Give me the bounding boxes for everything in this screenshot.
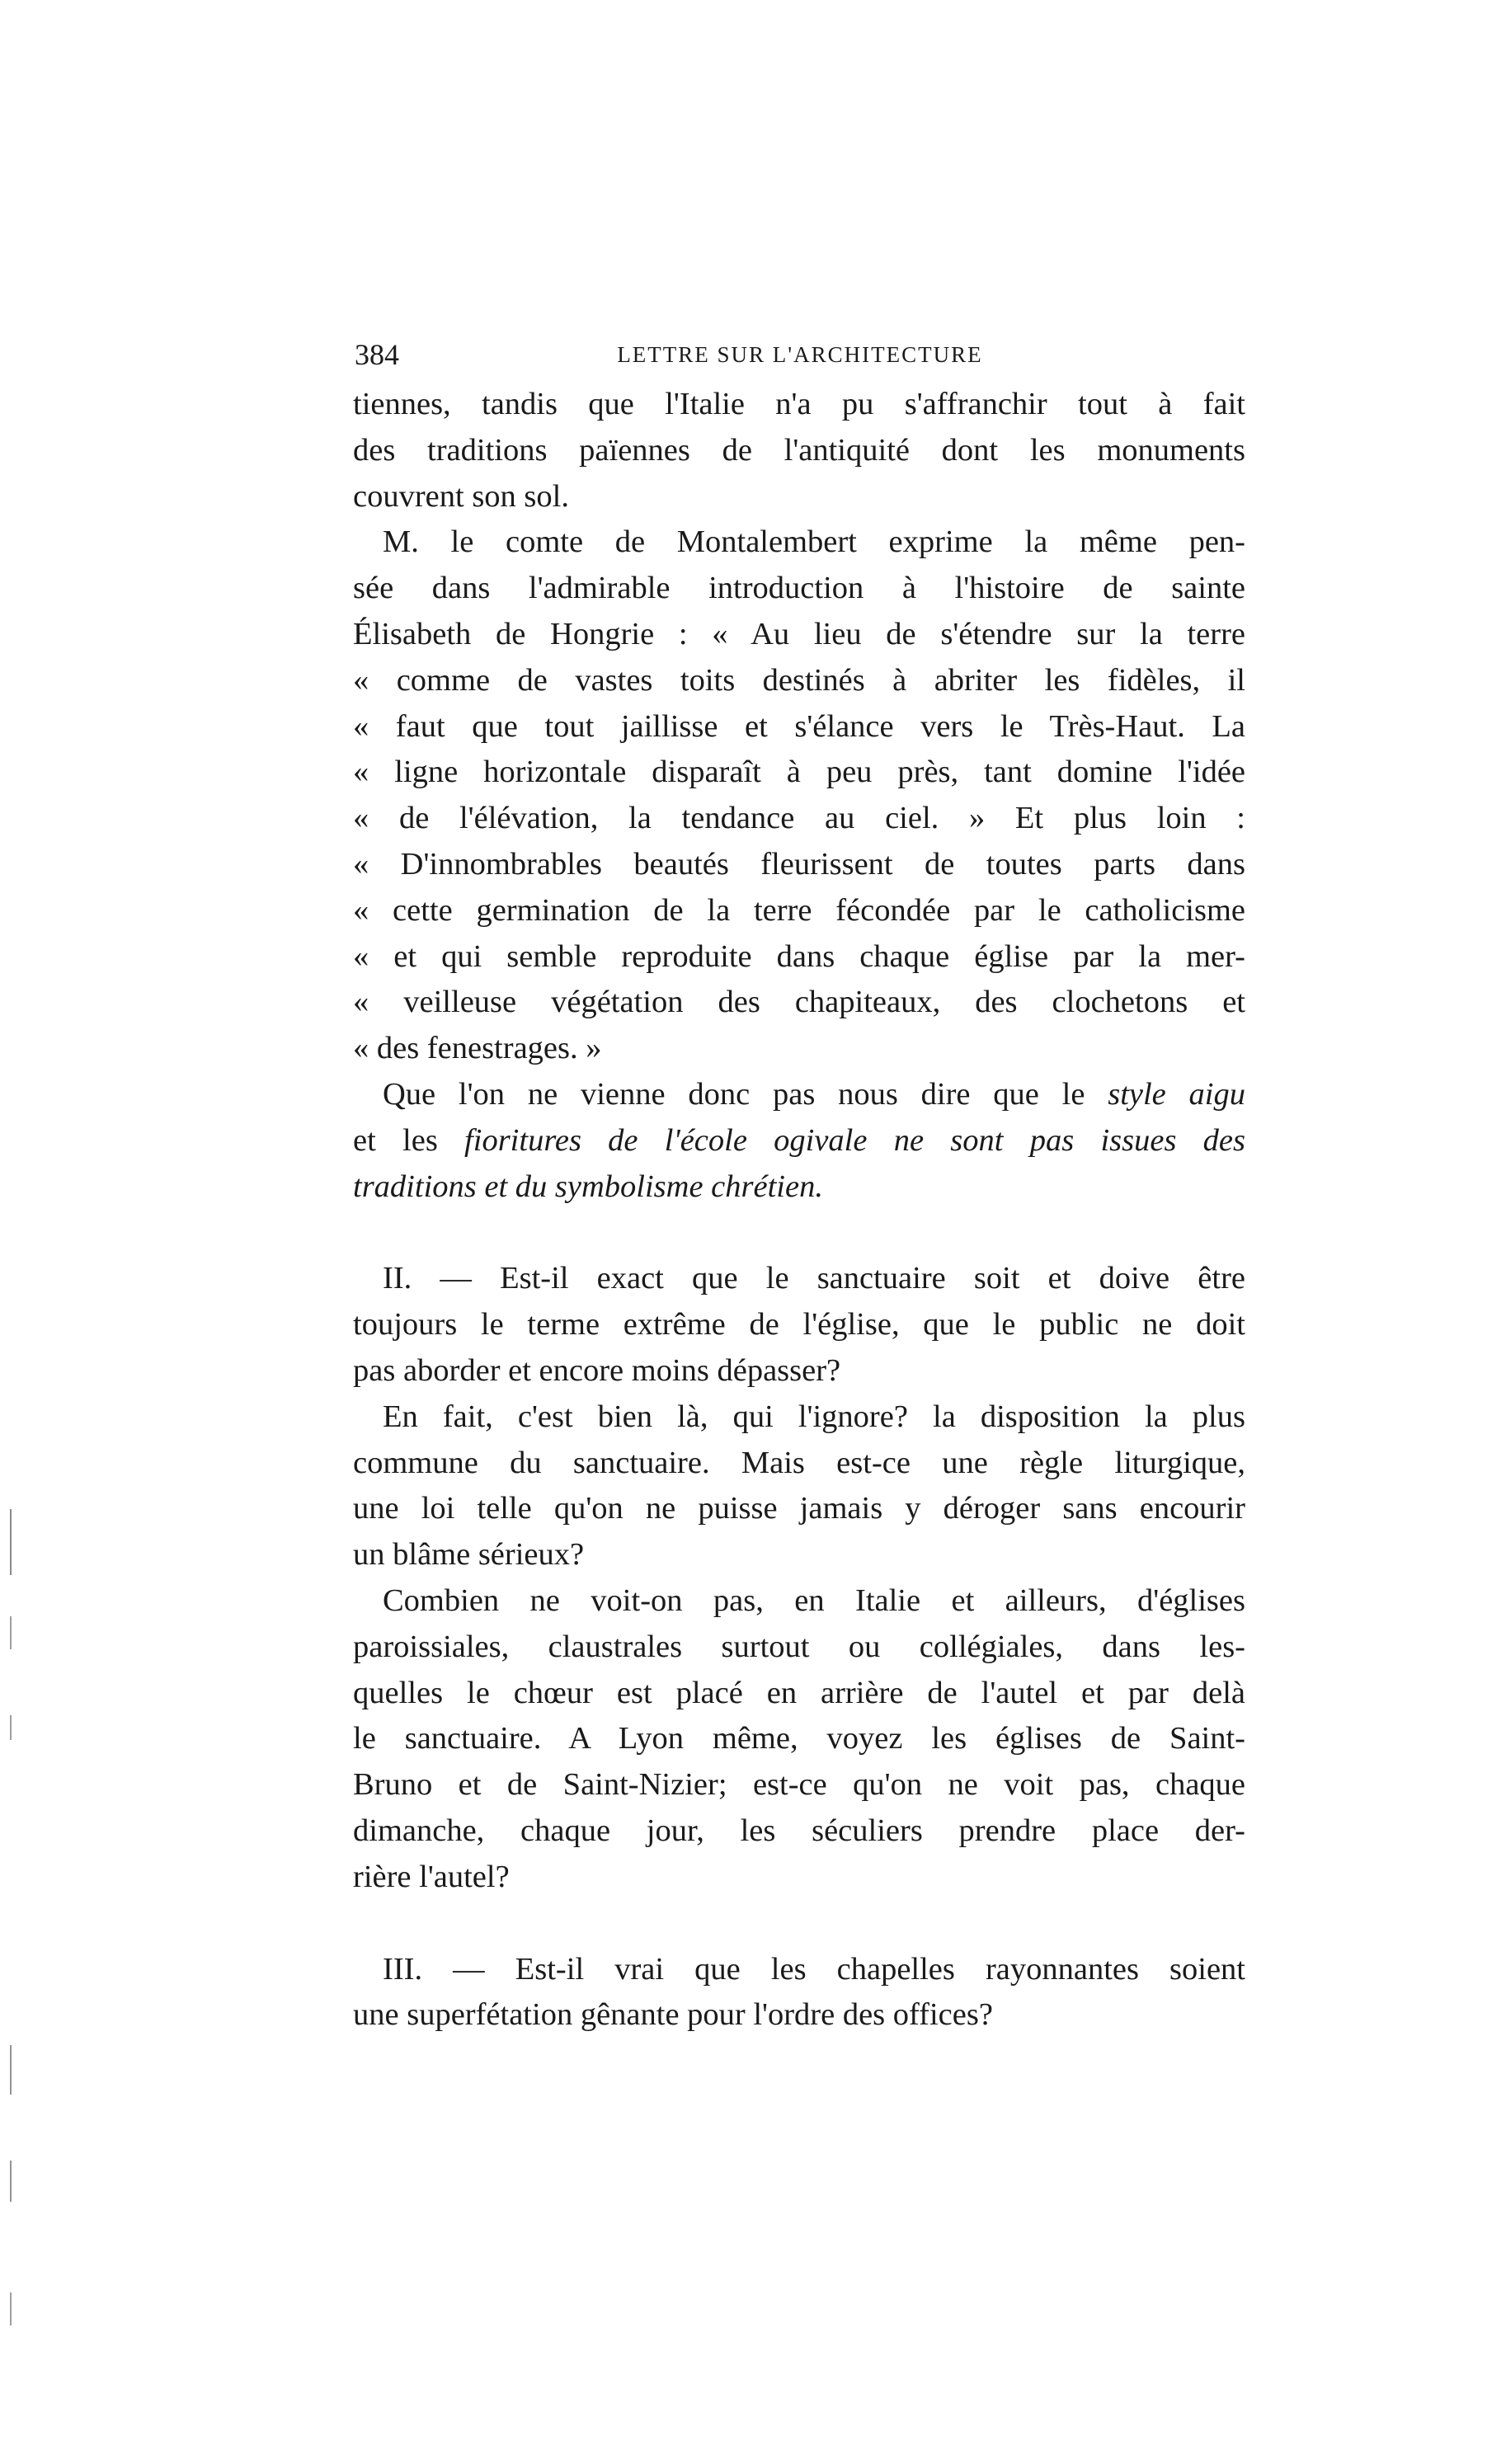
text-line: « ligne horizontale disparaît à peu près, tant domine l'idée xyxy=(353,755,1245,790)
italic-run: traditions et du symbolisme chrétien. xyxy=(353,1169,823,1204)
scan-artifact xyxy=(10,2045,12,2095)
text-line xyxy=(353,1072,1245,1118)
text-line: « des fenestrages. » xyxy=(353,1031,602,1066)
scan-artifact xyxy=(10,1509,12,1575)
text-line: « faut que tout jaillisse et s'élance vers le Très-Haut. La xyxy=(353,708,1245,744)
text-line: M. le comte de Montalembert exprime la même pen- xyxy=(383,524,1245,560)
text-run: et les xyxy=(353,1122,465,1158)
body-text xyxy=(353,382,1245,2038)
text-line: « cette germination de la terre fécondée par le catholicisme xyxy=(353,892,1245,928)
text-line: « veilleuse végétation des chapiteaux, des clochetons et xyxy=(353,985,1245,1020)
text-line: couvrent son sol. xyxy=(353,478,569,514)
text-line: paroissiales, claustrales surtout ou collégiales, dans les- xyxy=(353,1629,1245,1664)
running-head: LETTRE SUR L'ARCHITECTURE xyxy=(617,342,983,367)
text-line: une superfétation gênante pour l'ordre des offices? xyxy=(353,1997,993,2033)
text-line: Bruno et de Saint-Nizier; est-ce qu'on ne voit pas, chaque xyxy=(353,1767,1245,1803)
scan-artifact xyxy=(10,1715,12,1740)
text-run: Que l'on ne vienne donc pas nous dire que le xyxy=(383,1076,1108,1112)
text-line: tiennes, tandis que l'Italie n'a pu s'affranchir tout à fait xyxy=(353,387,1245,421)
text-line: « et qui semble reproduite dans chaque église par la mer- xyxy=(353,938,1245,974)
text-line: « comme de vastes toits destinés à abriter les fidèles, il xyxy=(353,662,1245,698)
text-line: quelles le chœur est placé en arrière de l'autel et par delà xyxy=(353,1675,1245,1710)
text-line: le sanctuaire. A Lyon même, voyez les églises de Saint- xyxy=(353,1721,1245,1756)
text-line xyxy=(353,1118,1245,1164)
text-line: sée dans l'admirable introduction à l'histoire de sainte xyxy=(353,571,1245,606)
section-heading-line: III. — Est-il vrai que les chapelles rayonnantes soient xyxy=(383,1951,1245,1987)
text-line: une loi telle qu'on ne puisse jamais y déroger sans encourir xyxy=(353,1491,1245,1526)
italic-run: style aigu xyxy=(1108,1076,1246,1112)
section-gap xyxy=(353,1901,1245,1947)
text-line: pas aborder et encore moins dépasser? xyxy=(353,1352,841,1388)
text-line: un blâme sérieux? xyxy=(353,1537,585,1573)
text-line: rière l'autel? xyxy=(353,1859,510,1894)
text-line: « de l'élévation, la tendance au ciel. » Et plus loin : xyxy=(353,801,1245,836)
scan-artifact xyxy=(10,2161,12,2202)
text-line: dimanche, chaque jour, les séculiers prendre place der- xyxy=(353,1813,1245,1848)
section-heading-line: II. — Est-il exact que le sanctuaire soit et doive être xyxy=(383,1261,1245,1296)
scan-artifact xyxy=(10,1616,12,1649)
text-line: toujours le terme extrême de l'église, que le public ne doit xyxy=(353,1307,1245,1343)
text-line: En fait, c'est bien là, qui l'ignore? la disposition la plus xyxy=(383,1399,1245,1434)
text-line: Combien ne voit-on pas, en Italie et ailleurs, d'églises xyxy=(383,1582,1245,1618)
page-header xyxy=(355,330,1245,379)
page-number: 384 xyxy=(355,338,399,371)
section-gap xyxy=(353,1210,1245,1256)
text-line xyxy=(353,1164,1245,1211)
italic-run: fioritures de l'école ogivale ne sont pas issues des xyxy=(464,1122,1245,1158)
scan-artifact xyxy=(10,2292,12,2325)
text-line: des traditions païennes de l'antiquité dont les monuments xyxy=(353,432,1245,468)
text-line: « D'innombrables beautés fleurissent de toutes parts dans xyxy=(353,846,1245,882)
text-line: Élisabeth de Hongrie : « Au lieu de s'étendre sur la terre xyxy=(353,616,1245,651)
text-line: commune du sanctuaire. Mais est-ce une règle liturgique, xyxy=(353,1445,1245,1480)
